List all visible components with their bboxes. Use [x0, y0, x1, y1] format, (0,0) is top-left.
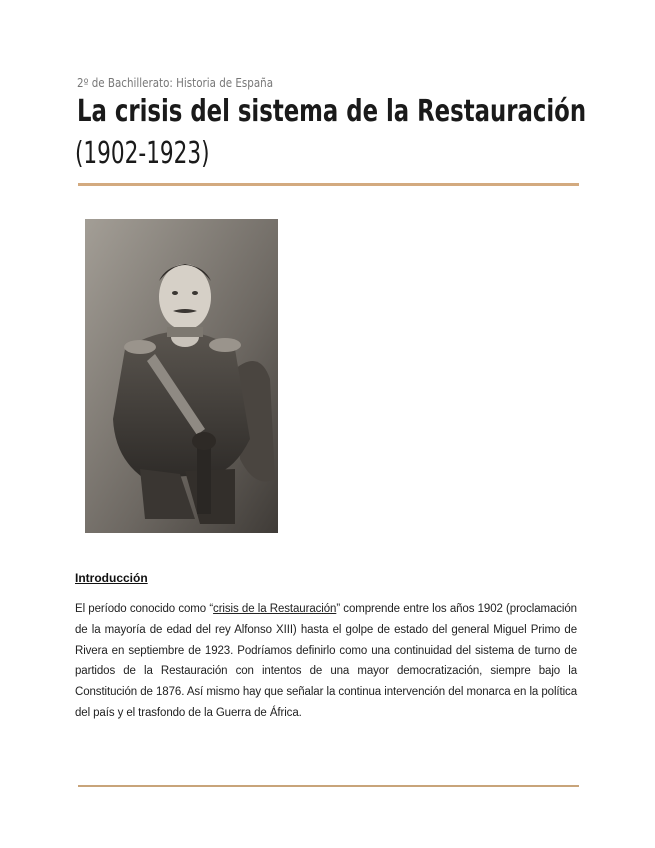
document-subtitle: 2º de Bachillerato: Historia de España — [77, 76, 274, 90]
intro-text-start: El período conocido como “ — [75, 603, 214, 615]
intro-paragraph — [75, 599, 577, 724]
top-divider — [78, 183, 579, 186]
bottom-divider — [78, 785, 579, 787]
portrait-figure — [78, 202, 286, 554]
portrait-photo — [85, 219, 278, 533]
document-dates: (1902-1923) — [75, 136, 210, 171]
crisis-restauracion-link[interactable]: crisis de la Restauración — [213, 603, 337, 615]
document-title: La crisis del sistema de la Restauración — [77, 94, 587, 129]
portrait-image — [85, 219, 278, 533]
intro-text-rest: ” comprende entre los años 1902 (proclamación de la mayoría de edad del rey Alfonso XIII) hasta el golpe de estado del general Miguel Primo de Rivera en septiembre de 1923. Podríamos definirlo como una continuidad del sistema de turno de partidos de la Restauración con intentos de una mayor democratización, siempre bajo la Constitución de 1876. Así mismo hay que señalar la continua intervención del monarca en la política del país y el trasfondo de la Guerra de África. — [75, 603, 577, 719]
section-heading-introduccion: Introducción — [75, 571, 148, 585]
